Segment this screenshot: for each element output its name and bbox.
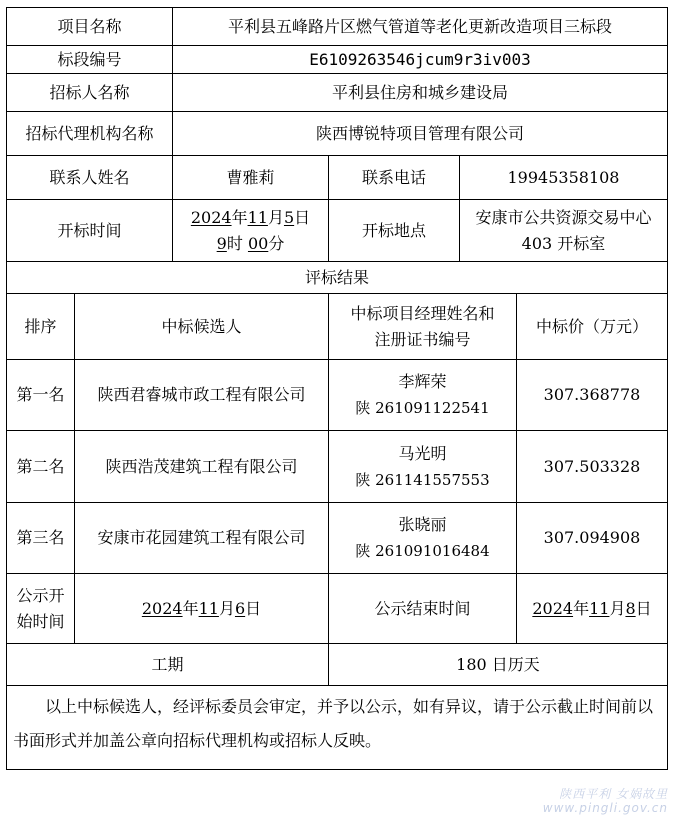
contact-phone-label: 联系电话: [329, 156, 460, 200]
opening-row: [7, 200, 668, 262]
agency-value: 陕西博锐特项目管理有限公司: [173, 112, 668, 156]
candidate-rank: 第三名: [7, 503, 75, 574]
section-no-label: 标段编号: [7, 46, 173, 74]
publicity-end-value: 2024年11月8日: [517, 574, 668, 644]
bid-result-table: [6, 7, 668, 770]
results-title: 评标结果: [7, 262, 668, 294]
opening-month: 11: [247, 207, 268, 227]
candidate-price: 307.503328: [517, 431, 668, 503]
footnote-text: 以上中标候选人，经评标委员会审定，并予以公示，如有异议，请于公示截止时间前以书面形式并加盖公章向招标代理机构或招标人反映。: [7, 686, 668, 770]
header-manager: 中标项目经理姓名和 注册证书编号: [329, 294, 517, 360]
table-row: [7, 503, 668, 574]
header-rank: 排序: [7, 294, 75, 360]
candidate-rank: 第一名: [7, 360, 75, 431]
candidate-company: 陕西浩茂建筑工程有限公司: [75, 431, 329, 503]
opening-place-label: 开标地点: [329, 200, 460, 262]
candidate-manager: 张晓丽 陕 261091016484: [329, 503, 517, 574]
contact-name-label: 联系人姓名: [7, 156, 173, 200]
tenderer-row: [7, 74, 668, 112]
site-watermark: 陕西平利 女娲故里 www.pingli.gov.cn: [542, 787, 668, 815]
tenderer-value: 平利县住房和城乡建设局: [173, 74, 668, 112]
tenderer-label: 招标人名称: [7, 74, 173, 112]
notice-document: [6, 7, 668, 770]
opening-minute: 00: [247, 233, 269, 253]
candidate-price: 307.094908: [517, 503, 668, 574]
opening-time-label: 开标时间: [7, 200, 173, 262]
results-title-row: [7, 262, 668, 294]
section-no-row: [7, 46, 668, 74]
opening-time-value: 2024年11月5日 9时 00分: [173, 200, 329, 262]
duration-label: 工期: [7, 644, 329, 686]
header-price: 中标价（万元）: [517, 294, 668, 360]
candidate-manager: 马光明 陕 261141557553: [329, 431, 517, 503]
duration-row: [7, 644, 668, 686]
publicity-end-label: 公示结束时间: [329, 574, 517, 644]
opening-year: 2024: [190, 207, 232, 227]
opening-place-value: 安康市公共资源交易中心 403 开标室: [460, 200, 668, 262]
candidate-company: 陕西君睿城市政工程有限公司: [75, 360, 329, 431]
header-candidate: 中标候选人: [75, 294, 329, 360]
agency-label: 招标代理机构名称: [7, 112, 173, 156]
publicity-start-label: 公示开 始时间: [7, 574, 75, 644]
contact-row: [7, 156, 668, 200]
candidate-manager: 李辉荣 陕 261091122541: [329, 360, 517, 431]
project-name-row: [7, 8, 668, 46]
opening-hour: 9: [216, 233, 227, 253]
agency-row: [7, 112, 668, 156]
duration-value: 180 日历天: [329, 644, 668, 686]
section-no-value: E6109263546jcum9r3iv003: [173, 46, 668, 74]
candidate-price: 307.368778: [517, 360, 668, 431]
candidate-rank: 第二名: [7, 431, 75, 503]
contact-phone-value: 19945358108: [460, 156, 668, 200]
results-header-row: [7, 294, 668, 360]
table-row: [7, 360, 668, 431]
publicity-start-value: 2024年11月6日: [75, 574, 329, 644]
contact-name-value: 曹雅莉: [173, 156, 329, 200]
publicity-row: [7, 574, 668, 644]
project-name-label: 项目名称: [7, 8, 173, 46]
project-name-value: 平利县五峰路片区燃气管道等老化更新改造项目三标段: [173, 8, 668, 46]
opening-day: 5: [283, 207, 295, 227]
candidate-company: 安康市花园建筑工程有限公司: [75, 503, 329, 574]
table-row: [7, 431, 668, 503]
footnote-row: [7, 686, 668, 770]
